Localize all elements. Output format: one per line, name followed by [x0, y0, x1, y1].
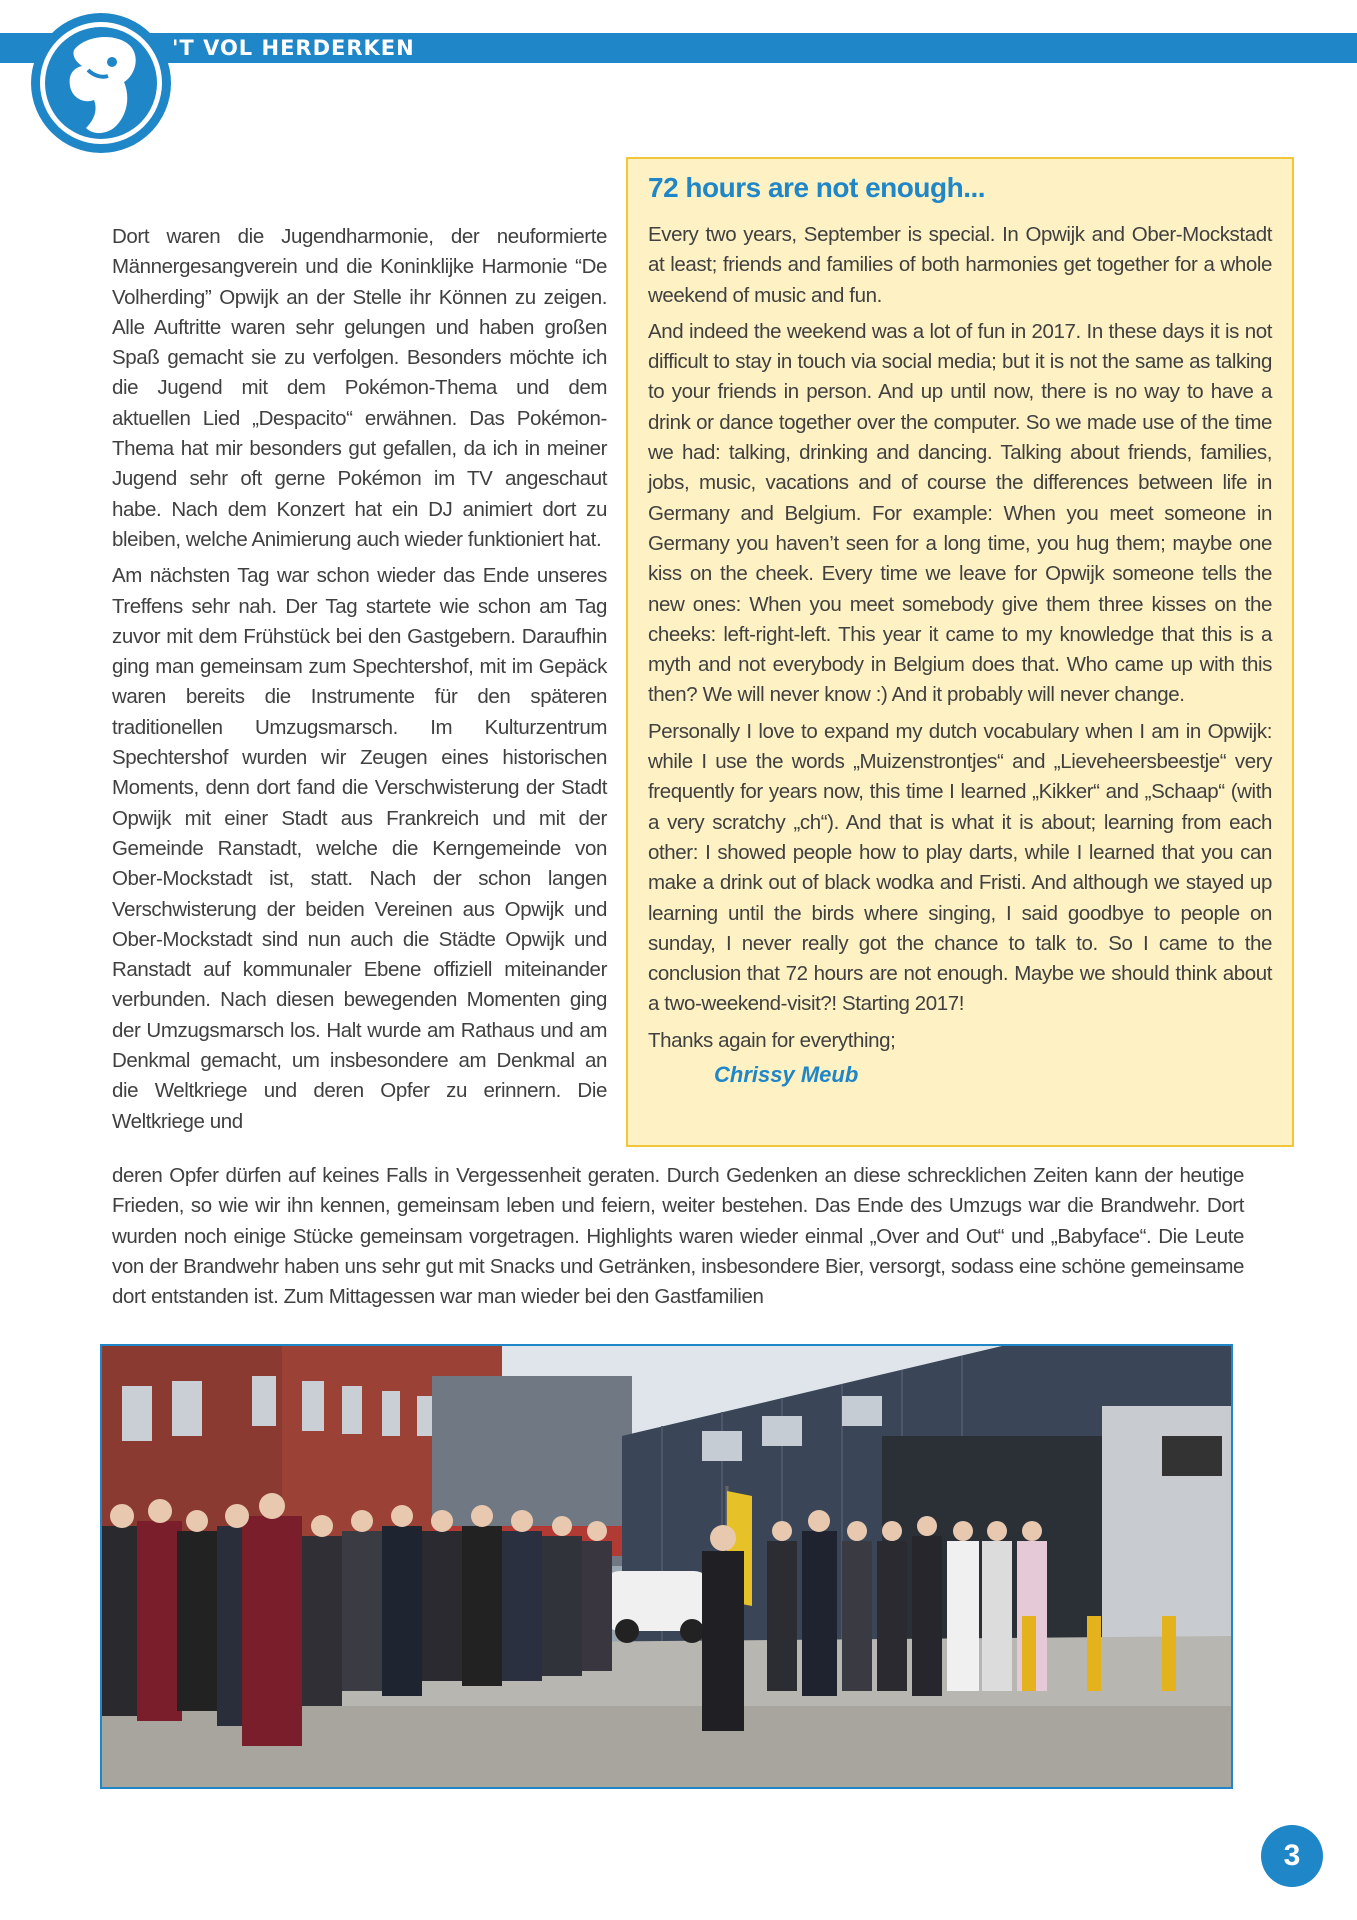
sidebar-box [626, 157, 1294, 1147]
magazine-title: 'T VOL HERDERKEN [172, 36, 415, 60]
sidebar-paragraph: Every two years, September is special. In Opwijk and Ober-Mockstadt at least; friends and families of both harmonies get together for a whole weekend of music and fun. [648, 223, 1272, 307]
sidebar-paragraph: Thanks again for everything; [648, 1028, 896, 1052]
marching-band-photo [100, 1344, 1233, 1789]
article-left-column [112, 222, 607, 1143]
sidebar-paragraph: And indeed the weekend was a lot of fun in 2017. In these days it is not difficult to stay in touch via social media; but it is not the same as talking to your friends in person. And up until now, there is no way to have a drink or dance together over the computer. So we made use of the time we had: talking, drinking and dancing. Talking about friends, families, jobs, music, vacations and of course the differences between life in Germany and Belgium. For example: When you meet someone in Germany you haven’t seen for a long time, you hug them; maybe one kiss on the cheek. Every time we leave for Opwijk someone tells the new ones: When you meet somebody give them three kisses on the cheeks: left-right-left. This year it came to my knowledge that this is a myth and not everybody in Belgium does that. Who came up with this then? We will never know :) And it probably will never change. [648, 319, 1272, 707]
article-paragraph: Am nächsten Tag war schon wieder das Ende unseres Treffens sehr nah. Der Tag startete wie schon am Tag zuvor mit dem Frühstück bei den Gastgebern. Daraufhin ging man gemeinsam zum Spechtershof, mit im Gepäck waren bereits die Instrumente für den späteren traditionellen Umzugsmarsch. Im Kulturzentrum Spechtershof wurden wir Zeugen eines historischen Moments, denn dort fand die Verschwisterung der Stadt Opwijk mit einer Stadt aus Frankreich und mit der Gemeinde Ranstadt, welche die Kerngemeinde von Ober-Mockstadt ist, statt. Nach der schon langen Verschwisterung der beiden Vereinen aus Opwijk und Ober-Mockstadt sind nun auch die Städte Opwijk und Ranstadt auf kommunaler Ebene offiziell miteinander verbunden. Nach diesen bewegenden Momenten ging der Umzugsmarsch los. Halt wurde am Rathaus und am Denkmal gemacht, um insbesondere am Denkmal an die Weltkriege und deren Opfer zu erinnern. Die Weltkriege und [112, 564, 607, 1133]
sidebar-paragraph: Personally I love to expand my dutch vocabulary when I am in Opwijk: while I use the words „Muizenstrontjes“ and „Lieveheersbeestje“ very frequently for years now, this time I learned „Kikker“ and „Schaap“ (with a very scratchy „ch“). And that is what it is about; learning from each other: I showed people how to play darts, while I learned that you can make a drink out of black wodka and Fristi. And although we stayed up learning until the birds where singing, I said goodbye to people on sunday, I never really got the chance to talk to. So I came to the conclusion that 72 hours are not enough. Maybe we should think about a two-weekend-visit?! Starting 2017! [648, 719, 1272, 1016]
article-paragraph: deren Opfer dürfen auf keines Falls in Vergessenheit geraten. Durch Gedenken an diese schrecklichen Zeiten kann der heutige Frieden, so wie wir ihn kennen, gemeinsam leben und feiern, weiter bestehen. Das Ende des Umzugs war die Brandwehr. Dort wurden noch einige Stücke gemeinsam vorgetragen. Highlights waren wieder einmal „Over and Out“ und „Babyface“. Die Leute von der Brandwehr haben uns sehr gut mit Snacks und Getränken, insbesondere Bier, versorgt, sodass eine schöne gemeinsame dort entstanden ist. Zum Mittagessen war man wieder bei den Gastfamilien [112, 1164, 1244, 1309]
page-number: 3 [1261, 1825, 1323, 1887]
author-signature: Chrissy Meub [714, 1062, 859, 1088]
club-logo-icon [28, 10, 174, 156]
sidebar-title: 72 hours are not enough... [648, 172, 986, 203]
article-paragraph: Dort waren die Jugendharmonie, der neuformierte Männergesangverein und die Koninklijke Harmonie “De Volherding” Opwijk an der Stelle ihr Können zu zeigen. Alle Auftritte waren sehr gelungen und haben großen Spaß gemacht sie zu verfolgen. Besonders möchte ich die Jugend mit dem Pokémon-Thema und dem aktuellen Lied „Despacito“ erwähnen. Das Pokémon-Thema hat mir besonders gut gefallen, da ich in meiner Jugend sehr oft gerne Pokémon im TV angeschaut habe. Nach dem Konzert hat ein DJ animiert dort zu bleiben, welche Animierung auch wieder funktioniert hat. [112, 225, 607, 551]
article-continuation [112, 1161, 1244, 1318]
